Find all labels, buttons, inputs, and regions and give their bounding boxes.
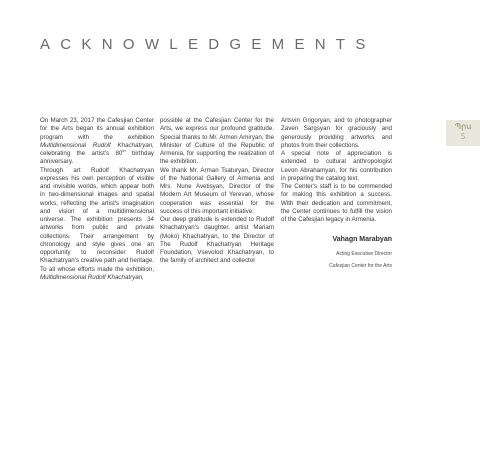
exhibition-title: Multidimensional Rudolf Khachatryan, [40,141,154,149]
tab-number: 5 [461,132,465,141]
section-tab [446,120,480,146]
text-run: On March 23, 2017 the Cafesjian Center for the Arts began its annual exhibition program with the exhibition [40,117,154,141]
text-run: celebrating the artist's 80 [40,150,123,157]
signature-block [281,236,392,270]
paragraph: The Center's staff is to be commended for making this exhibition a success. With their dedication and commitment, the Center continues to fulfill the vision of the Cafesjian legacy in Armenia. [281,183,392,223]
signature-name: Vahagn Marabyan [332,236,392,244]
text-run: Through art Rudolf Khachatryan expresses his own perception of visible and invisible worlds, which appear both in two-dimensional images and spatial works, reflecting the artist's imagination and vision of a multidimensional universe. The exhibition presents 34 artworks from public and private collections. Their arrangement by chronology and style gives one an opportunity to reconsider Rudolf Khachatryan's creative path and heritage. To all whose efforts made the exhibition, [40,166,155,273]
ordinal-suffix: th [122,147,126,153]
paragraph: possible at the Cafesjian Center for the Arts, we express our profound gratitude. Special thanks to Mr. Armen Amiryan, the Minister of Culture of the Republic of Armenia, for supporting the realization of the exhibition. [160,117,274,166]
paragraph [40,117,154,167]
paragraph: A special note of appreciation is extended to cultural anthropologist Levon Abrahamyan, for his contribution in preparing the catalog text. [281,150,392,182]
page-title: ACKNOWLEDGEMENTS [40,36,376,53]
text-column-2 [160,117,274,266]
text-run: birthday anniversary. [40,150,154,166]
paragraph [40,167,154,283]
text-column-3 [281,117,392,270]
tab-label: Պրս [454,122,472,131]
signature-organization: Cafesjian Center for the Arts [329,262,392,269]
paragraph: We thank Mr. Arman Tsaturyan, Director of the National Gallery of Armenia and Mrs. Nune Avetisyan, Director of the Modern Art Museum of Yerevan, whose cooperation was essential for the success of this important initiative. [160,166,274,215]
signature-role: Acting Executive Director [336,250,392,257]
paragraph: Artsvin Grigoryan, and to photographer Zaven Sargsyan for graciously and generously providing artworks and photos from their collections. [281,117,392,149]
text-column-1 [40,117,154,282]
paragraph: Our deep gratitude is extended to Rudolf Khachatryan's daughter, artist Mariam (Moko) Khachatryan, to the Director of The Rudolf Khachatryan Heritage Foundation, Vsevolod Khachatryan, to the family of architect and collector [160,216,274,265]
exhibition-title: Multidimensional Rudolf Khachatryan, [40,273,144,281]
